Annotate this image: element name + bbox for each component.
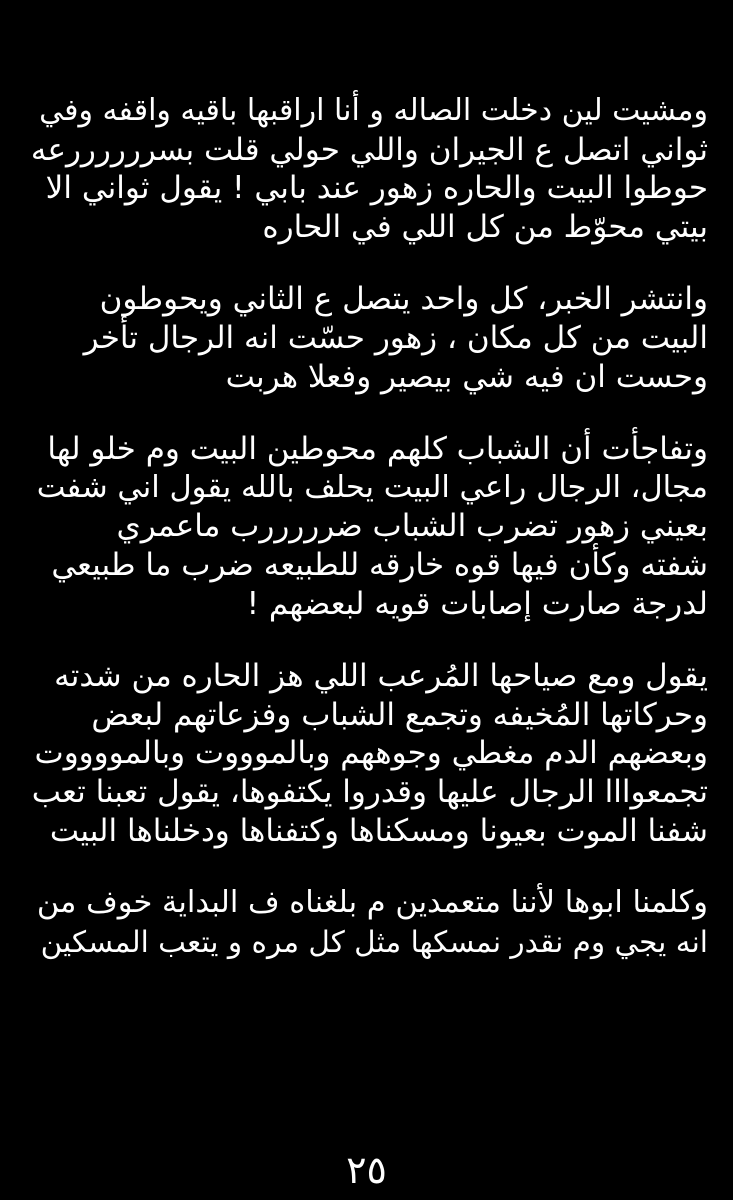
text-line: وحست ان فيه شي بيصير وفعلا هربت [225, 358, 708, 395]
text-line: حوطوا البيت والحاره زهور عند بابي ! يقول ثواني الا [45, 170, 708, 207]
paragraph-5 [30, 884, 708, 961]
text-line: البيت من كل مكان ، زهور حسّت انه الرجال تأخر [83, 319, 708, 356]
text-line: تجمعوااا الرجال عليها وقدروا يكتفوها، يقول تعبنا تعب [31, 773, 708, 810]
text-line: بعيني زهور تضرب الشباب ضرررررب ماعمري [116, 508, 708, 545]
text-line: ثواني اتصل ع الجيران واللي حولي قلت بسررررررعه [30, 131, 708, 168]
text-line: وتفاجأت أن الشباب كلهم محوطين البيت وم خلو لها [47, 431, 708, 468]
text-line: شفنا الموت بعيونا ومسكناها وكتفناها ودخلناها البيت [49, 812, 708, 849]
story-text [30, 92, 708, 995]
text-line: ومشيت لين دخلت الصاله و أنا اراقبها باقيه واقفه وفي [39, 93, 708, 128]
text-line: بيتي محوّط من كل اللي في الحاره [262, 208, 708, 245]
paragraph-2 [30, 280, 708, 396]
text-line: يقول ومع صياحها المُرعب اللي هز الحاره من شدته [54, 658, 708, 695]
text-line: وبعضهم الدم مغطي وجوههم وبالموووت وبالمووووت [34, 735, 708, 772]
text-line: شفته وكأن فيها قوه خارقه للطبيعه ضرب ما طبيعي [51, 546, 708, 583]
text-line: مجال، الرجال راعي البيت يحلف بالله يقول اني شفت [36, 469, 708, 505]
text-line: وحركاتها المُخيفه وتجمع الشباب وفزعاتهم لبعض [91, 696, 708, 733]
text-line: وكلمنا ابوها لأننا متعمدين م بلغناه ف البداية خوف من [36, 885, 708, 921]
text-line: انه يجي وم نقدر نمسكها مثل كل مره و يتعب المسكين [40, 924, 708, 959]
text-line: لدرجة صارت إصابات قويه لبعضهم ! [246, 585, 708, 622]
paragraph-1 [30, 92, 708, 246]
paragraph-4 [30, 657, 708, 850]
text-line: وانتشر الخبر، كل واحد يتصل ع الثاني ويحوطون [99, 281, 708, 318]
paragraph-3 [30, 430, 708, 623]
page-number: ٢٥ [346, 1148, 387, 1192]
